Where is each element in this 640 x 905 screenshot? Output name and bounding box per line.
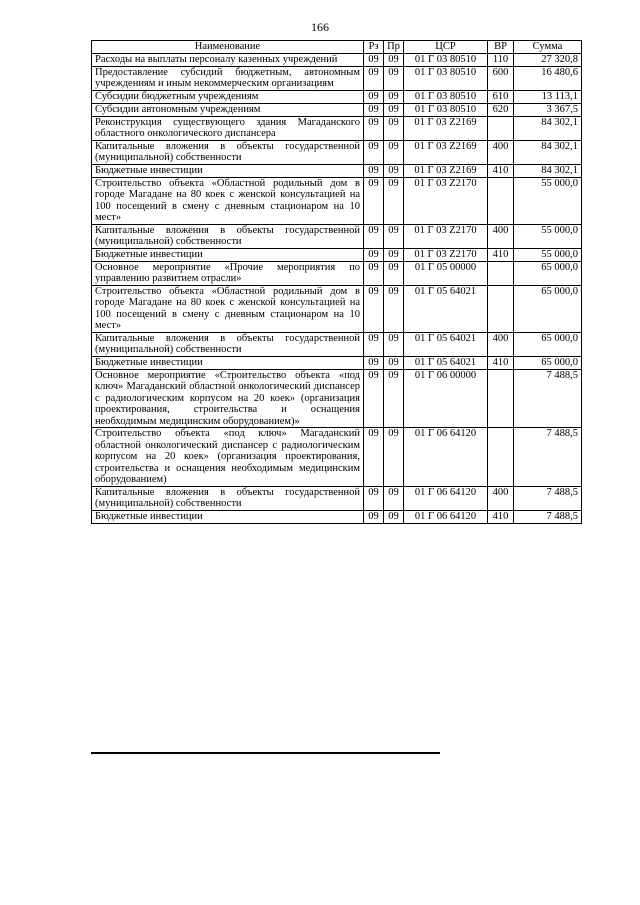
row-name: Бюджетные инвестиции (92, 164, 364, 177)
row-vr (488, 116, 514, 140)
row-pr: 09 (384, 116, 404, 140)
row-name: Капитальные вложения в объекты государственной (муниципальной) собственности (92, 224, 364, 248)
row-sum: 27 320,8 (514, 54, 582, 67)
row-rz: 09 (364, 369, 384, 428)
row-pr: 09 (384, 510, 404, 523)
row-rz: 09 (364, 164, 384, 177)
row-rz: 09 (364, 248, 384, 261)
row-rz: 09 (364, 285, 384, 332)
table-row (92, 332, 582, 356)
row-vr: 410 (488, 356, 514, 369)
row-csr: 01 Г 06 64120 (404, 486, 488, 510)
row-pr: 09 (384, 90, 404, 103)
row-sum: 65 000,0 (514, 356, 582, 369)
row-vr: 400 (488, 486, 514, 510)
row-pr: 09 (384, 486, 404, 510)
budget-table (91, 40, 582, 524)
header-name: Наименование (92, 41, 364, 54)
row-sum: 7 488,5 (514, 486, 582, 510)
table-row (92, 103, 582, 116)
row-csr: 01 Г 03 Z2169 (404, 140, 488, 164)
row-vr: 410 (488, 248, 514, 261)
row-pr: 09 (384, 261, 404, 285)
footnote-divider (91, 752, 440, 754)
row-sum: 7 488,5 (514, 428, 582, 487)
row-csr: 01 Г 03 Z2170 (404, 177, 488, 224)
table-row (92, 54, 582, 67)
row-rz: 09 (364, 90, 384, 103)
row-csr: 01 Г 03 Z2169 (404, 116, 488, 140)
row-vr: 400 (488, 140, 514, 164)
row-rz: 09 (364, 332, 384, 356)
row-name: Расходы на выплаты персоналу казенных учреждений (92, 54, 364, 67)
row-csr: 01 Г 03 Z2169 (404, 164, 488, 177)
row-name: Капитальные вложения в объекты государственной (муниципальной) собственности (92, 486, 364, 510)
row-name: Основное мероприятие «Строительство объекта «под ключ» Магаданский областной онкологический диспансер с радиологическим корпусом на 20 коек» (организация проектирования, строительства и оснащения необходимым медицинским оборудованием)» (92, 369, 364, 428)
row-sum: 16 480,6 (514, 66, 582, 90)
row-name: Бюджетные инвестиции (92, 356, 364, 369)
row-rz: 09 (364, 224, 384, 248)
row-vr (488, 285, 514, 332)
row-pr: 09 (384, 248, 404, 261)
row-vr: 610 (488, 90, 514, 103)
header-vr: ВР (488, 41, 514, 54)
row-name: Строительство объекта «Областной родильный дом в городе Магадане на 80 коек с женской консультацией на 100 посещений в смену с дневным стационаром на 10 мест» (92, 285, 364, 332)
row-rz: 09 (364, 66, 384, 90)
row-csr: 01 Г 05 64021 (404, 356, 488, 369)
row-sum: 7 488,5 (514, 369, 582, 428)
row-csr: 01 Г 06 64120 (404, 510, 488, 523)
row-vr: 600 (488, 66, 514, 90)
row-csr: 01 Г 06 64120 (404, 428, 488, 487)
row-name: Субсидии автономным учреждениям (92, 103, 364, 116)
header-rz: Рз (364, 41, 384, 54)
row-pr: 09 (384, 224, 404, 248)
row-pr: 09 (384, 140, 404, 164)
row-csr: 01 Г 03 80510 (404, 90, 488, 103)
row-pr: 09 (384, 164, 404, 177)
table-header (92, 41, 582, 54)
row-sum: 65 000,0 (514, 285, 582, 332)
row-pr: 09 (384, 66, 404, 90)
row-sum: 3 367,5 (514, 103, 582, 116)
row-rz: 09 (364, 261, 384, 285)
header-pr: Пр (384, 41, 404, 54)
table-row (92, 140, 582, 164)
row-csr: 01 Г 05 00000 (404, 261, 488, 285)
row-csr: 01 Г 05 64021 (404, 285, 488, 332)
table-row (92, 261, 582, 285)
row-rz: 09 (364, 54, 384, 67)
row-sum: 13 113,1 (514, 90, 582, 103)
row-name: Предоставление субсидий бюджетным, автономным учреждениям и иным некоммерческим организациям (92, 66, 364, 90)
row-rz: 09 (364, 486, 384, 510)
table-row (92, 164, 582, 177)
row-csr: 01 Г 03 Z2170 (404, 224, 488, 248)
table-row (92, 486, 582, 510)
row-name: Строительство объекта «под ключ» Магаданский областной онкологический диспансер с радиологическим корпусом на 20 коек» (организация проектирования, строительства и оснащения необходимым медицинским оборудованием) (92, 428, 364, 487)
table-row (92, 224, 582, 248)
table-row (92, 248, 582, 261)
table-row (92, 428, 582, 487)
row-name: Основное мероприятие «Прочие мероприятия по управлению развитием отрасли» (92, 261, 364, 285)
row-vr (488, 428, 514, 487)
row-csr: 01 Г 03 Z2170 (404, 248, 488, 261)
row-vr (488, 177, 514, 224)
row-csr: 01 Г 03 80510 (404, 54, 488, 67)
row-vr: 400 (488, 332, 514, 356)
row-pr: 09 (384, 428, 404, 487)
row-name: Капитальные вложения в объекты государственной (муниципальной) собственности (92, 332, 364, 356)
header-sum: Сумма (514, 41, 582, 54)
row-vr (488, 261, 514, 285)
table-row (92, 90, 582, 103)
row-rz: 09 (364, 103, 384, 116)
row-pr: 09 (384, 356, 404, 369)
table-row (92, 177, 582, 224)
row-pr: 09 (384, 285, 404, 332)
row-pr: 09 (384, 332, 404, 356)
row-rz: 09 (364, 356, 384, 369)
row-rz: 09 (364, 428, 384, 487)
row-vr: 410 (488, 510, 514, 523)
page-number: 166 (311, 20, 329, 34)
row-csr: 01 Г 03 80510 (404, 103, 488, 116)
row-sum: 84 302,1 (514, 164, 582, 177)
row-rz: 09 (364, 116, 384, 140)
row-vr: 620 (488, 103, 514, 116)
row-csr: 01 Г 03 80510 (404, 66, 488, 90)
row-sum: 84 302,1 (514, 116, 582, 140)
row-vr (488, 369, 514, 428)
row-rz: 09 (364, 140, 384, 164)
row-name: Субсидии бюджетным учреждениям (92, 90, 364, 103)
table-row (92, 369, 582, 428)
table-body (92, 54, 582, 524)
row-sum: 7 488,5 (514, 510, 582, 523)
row-sum: 55 000,0 (514, 224, 582, 248)
table-row (92, 510, 582, 523)
row-pr: 09 (384, 177, 404, 224)
row-sum: 65 000,0 (514, 332, 582, 356)
header-csr: ЦСР (404, 41, 488, 54)
row-vr: 400 (488, 224, 514, 248)
row-rz: 09 (364, 177, 384, 224)
row-csr: 01 Г 06 00000 (404, 369, 488, 428)
row-pr: 09 (384, 54, 404, 67)
row-vr: 110 (488, 54, 514, 67)
table-row (92, 356, 582, 369)
row-name: Строительство объекта «Областной родильный дом в городе Магадане на 80 коек с женской консультацией на 100 посещений в смену с дневным стационаром на 10 мест» (92, 177, 364, 224)
row-sum: 65 000,0 (514, 261, 582, 285)
row-pr: 09 (384, 103, 404, 116)
row-name: Бюджетные инвестиции (92, 248, 364, 261)
row-sum: 84 302,1 (514, 140, 582, 164)
row-vr: 410 (488, 164, 514, 177)
table-row (92, 285, 582, 332)
row-pr: 09 (384, 369, 404, 428)
row-name: Бюджетные инвестиции (92, 510, 364, 523)
row-name: Капитальные вложения в объекты государственной (муниципальной) собственности (92, 140, 364, 164)
row-sum: 55 000,0 (514, 248, 582, 261)
row-sum: 55 000,0 (514, 177, 582, 224)
table-row (92, 116, 582, 140)
table-row (92, 66, 582, 90)
row-rz: 09 (364, 510, 384, 523)
row-name: Реконструкция существующего здания Магаданского областного онкологического диспансера (92, 116, 364, 140)
row-csr: 01 Г 05 64021 (404, 332, 488, 356)
